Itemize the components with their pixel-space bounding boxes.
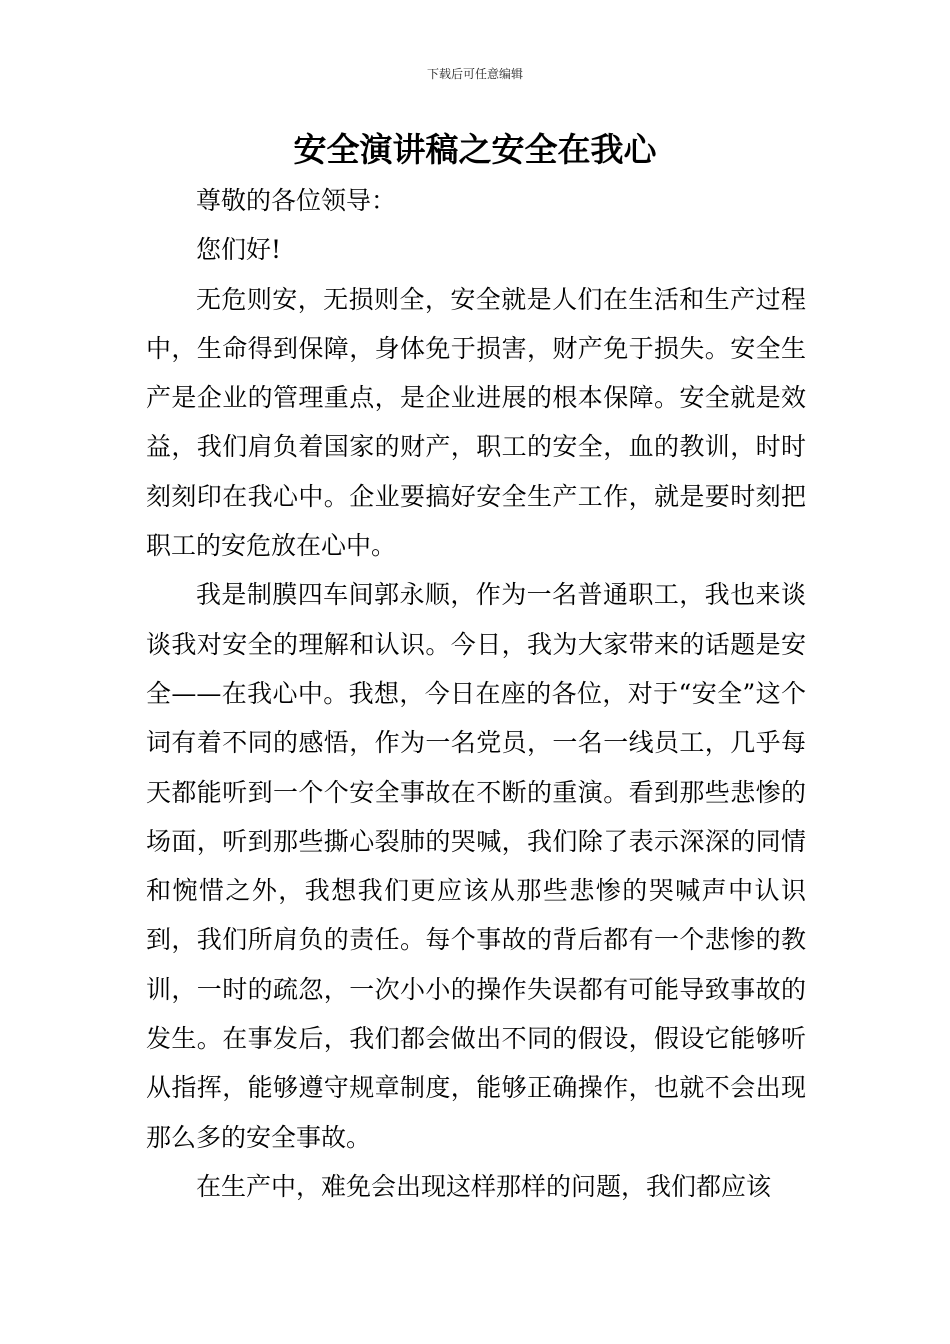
paragraph-2: 我是制膜四车间郭永顺，作为一名普通职工，我也来谈谈我对安全的理解和认识。今日，我为大家带来的话题是安全——在我心中。我想，今日在座的各位，对于“安全”这个词有着不同的感悟，作为一名党员，一名一线员工，几乎每天都能听到一个个安全事故在不断的重演。看到那些悲惨的场面，听到那些撕心裂肺的哭喊，我们除了表示深深的同情和惋惜之外，我想我们更应该从那些悲惨的哭喊声中认识到，我们所肩负的责任。每个事故的背后都有一个悲惨的教训，一时的疏忽，一次小小的操作失误都有可能导致事故的发生。在事发后，我们都会做出不同的假设，假设它能够听从指挥，能够遵守规章制度，能够正确操作，也就不会出现那么多的安全事故。	[146, 580, 806, 1152]
document-title: 安全演讲稿之安全在我心	[293, 130, 657, 169]
paragraph-3: 在生产中，难免会出现这样那样的问题，我们都应该	[196, 1171, 772, 1201]
greeting: 您们好!	[196, 235, 282, 265]
salutation: 尊敬的各位领导：	[196, 186, 397, 215]
header-note: 下载后可任意编辑	[426, 67, 523, 81]
paragraph-1: 无危则安，无损则全，安全就是人们在生活和生产过程中，生命得到保障，身体免于损害，财产免于损失。安全生产是企业的管理重点，是企业进展的根本保障。安全就是效益，我们肩负着国家的财产，职工的安全，血的教训，时时刻刻印在我心中。企业要搞好安全生产工作，就是要时刻把职工的安危放在心中。	[146, 284, 806, 561]
document-body	[146, 176, 806, 1211]
